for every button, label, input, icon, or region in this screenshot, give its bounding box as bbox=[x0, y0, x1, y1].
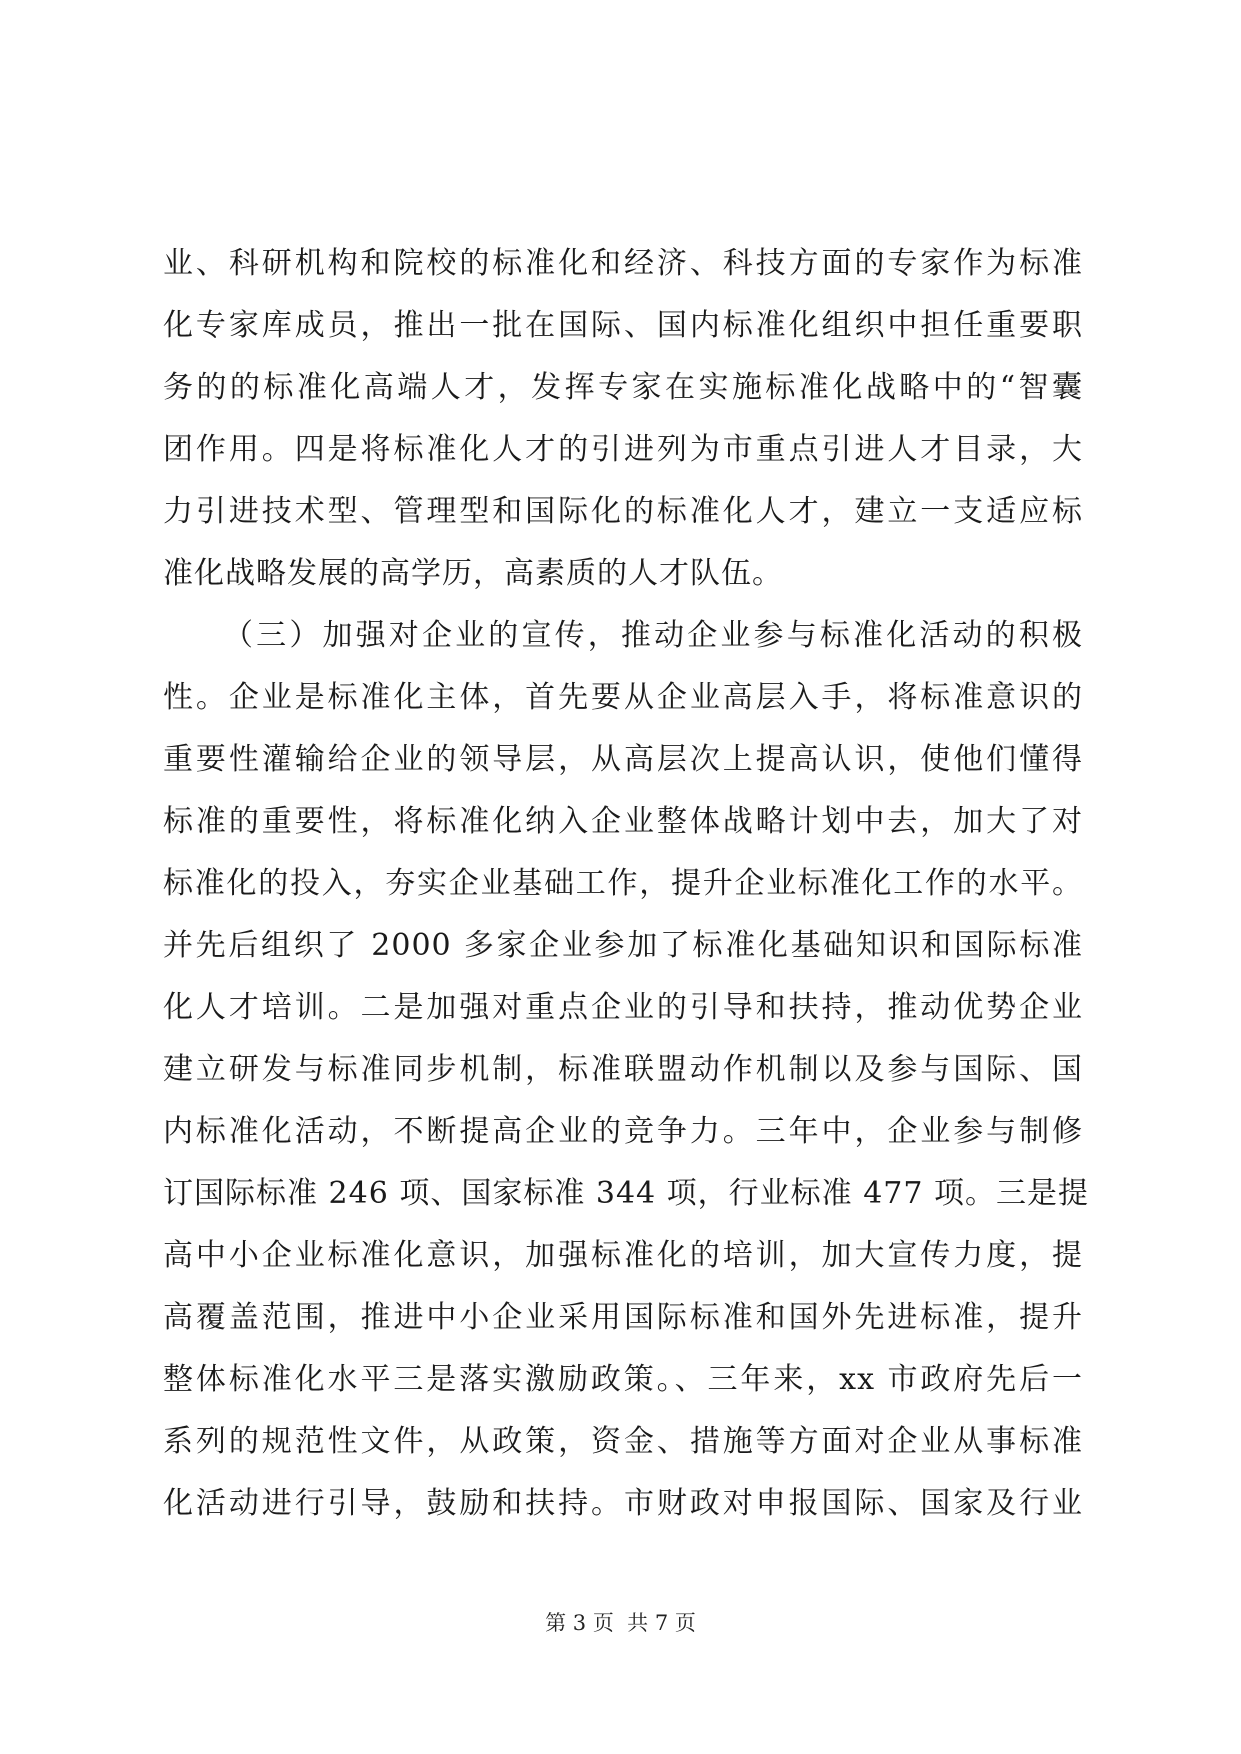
page-number-label: 第 3 页 共 7 页 bbox=[545, 1611, 696, 1635]
text-line: 标准化的投入，夯实企业基础工作，提升企业标准化工作的水平。 bbox=[163, 866, 1083, 901]
text-line: 内标准化活动，不断提高企业的竞争力。三年中，企业参与制修 bbox=[163, 1114, 1083, 1149]
text-line: 高中小企业标准化意识，加强标准化的培训，加大宣传力度，提 bbox=[163, 1238, 1083, 1273]
text-line: 务的的标准化高端人才，发挥专家在实施标准化战略中的“智囊 bbox=[163, 370, 1083, 405]
text-line: 订国际标准 246 项、国家标准 344 项，行业标准 477 项。三是提 bbox=[163, 1176, 1089, 1211]
text-line: 化人才培训。二是加强对重点企业的引导和扶持，推动优势企业 bbox=[163, 990, 1083, 1025]
text-line: 准化战略发展的高学历，高素质的人才队伍。 bbox=[163, 556, 783, 591]
text-line-indented: （三）加强对企业的宣传，推动企业参与标准化活动的积极 bbox=[223, 618, 1083, 653]
text-line: 高覆盖范围，推进中小企业采用国际标准和国外先进标准，提升 bbox=[163, 1300, 1083, 1335]
document-body bbox=[163, 233, 1089, 1535]
text-line: 标准的重要性，将标准化纳入企业整体战略计划中去，加大了对 bbox=[163, 804, 1083, 839]
page-footer bbox=[0, 1608, 1241, 1638]
text-line: 并先后组织了 2000 多家企业参加了标准化基础知识和国际标准 bbox=[163, 928, 1083, 963]
text-line: 系列的规范性文件，从政策，资金、措施等方面对企业从事标准 bbox=[163, 1424, 1083, 1459]
text-line: 力引进技术型、管理型和国际化的标准化人才，建立一支适应标 bbox=[163, 494, 1083, 529]
text-line: 整体标准化水平三是落实激励政策。、三年来，xx 市政府先后一 bbox=[163, 1362, 1083, 1397]
text-line: 化专家库成员，推出一批在国际、国内标准化组织中担任重要职 bbox=[163, 308, 1083, 343]
text-line: 业、科研机构和院校的标准化和经济、科技方面的专家作为标准 bbox=[163, 246, 1083, 281]
text-line: 性。企业是标准化主体，首先要从企业高层入手，将标准意识的 bbox=[163, 680, 1083, 715]
text-line: 建立研发与标准同步机制，标准联盟动作机制以及参与国际、国 bbox=[163, 1052, 1083, 1087]
text-line: 化活动进行引导，鼓励和扶持。市财政对申报国际、国家及行业 bbox=[163, 1486, 1083, 1521]
text-line: 重要性灌输给企业的领导层，从高层次上提高认识，使他们懂得 bbox=[163, 742, 1083, 777]
text-line: 团作用。四是将标准化人才的引进列为市重点引进人才目录，大 bbox=[163, 432, 1083, 467]
